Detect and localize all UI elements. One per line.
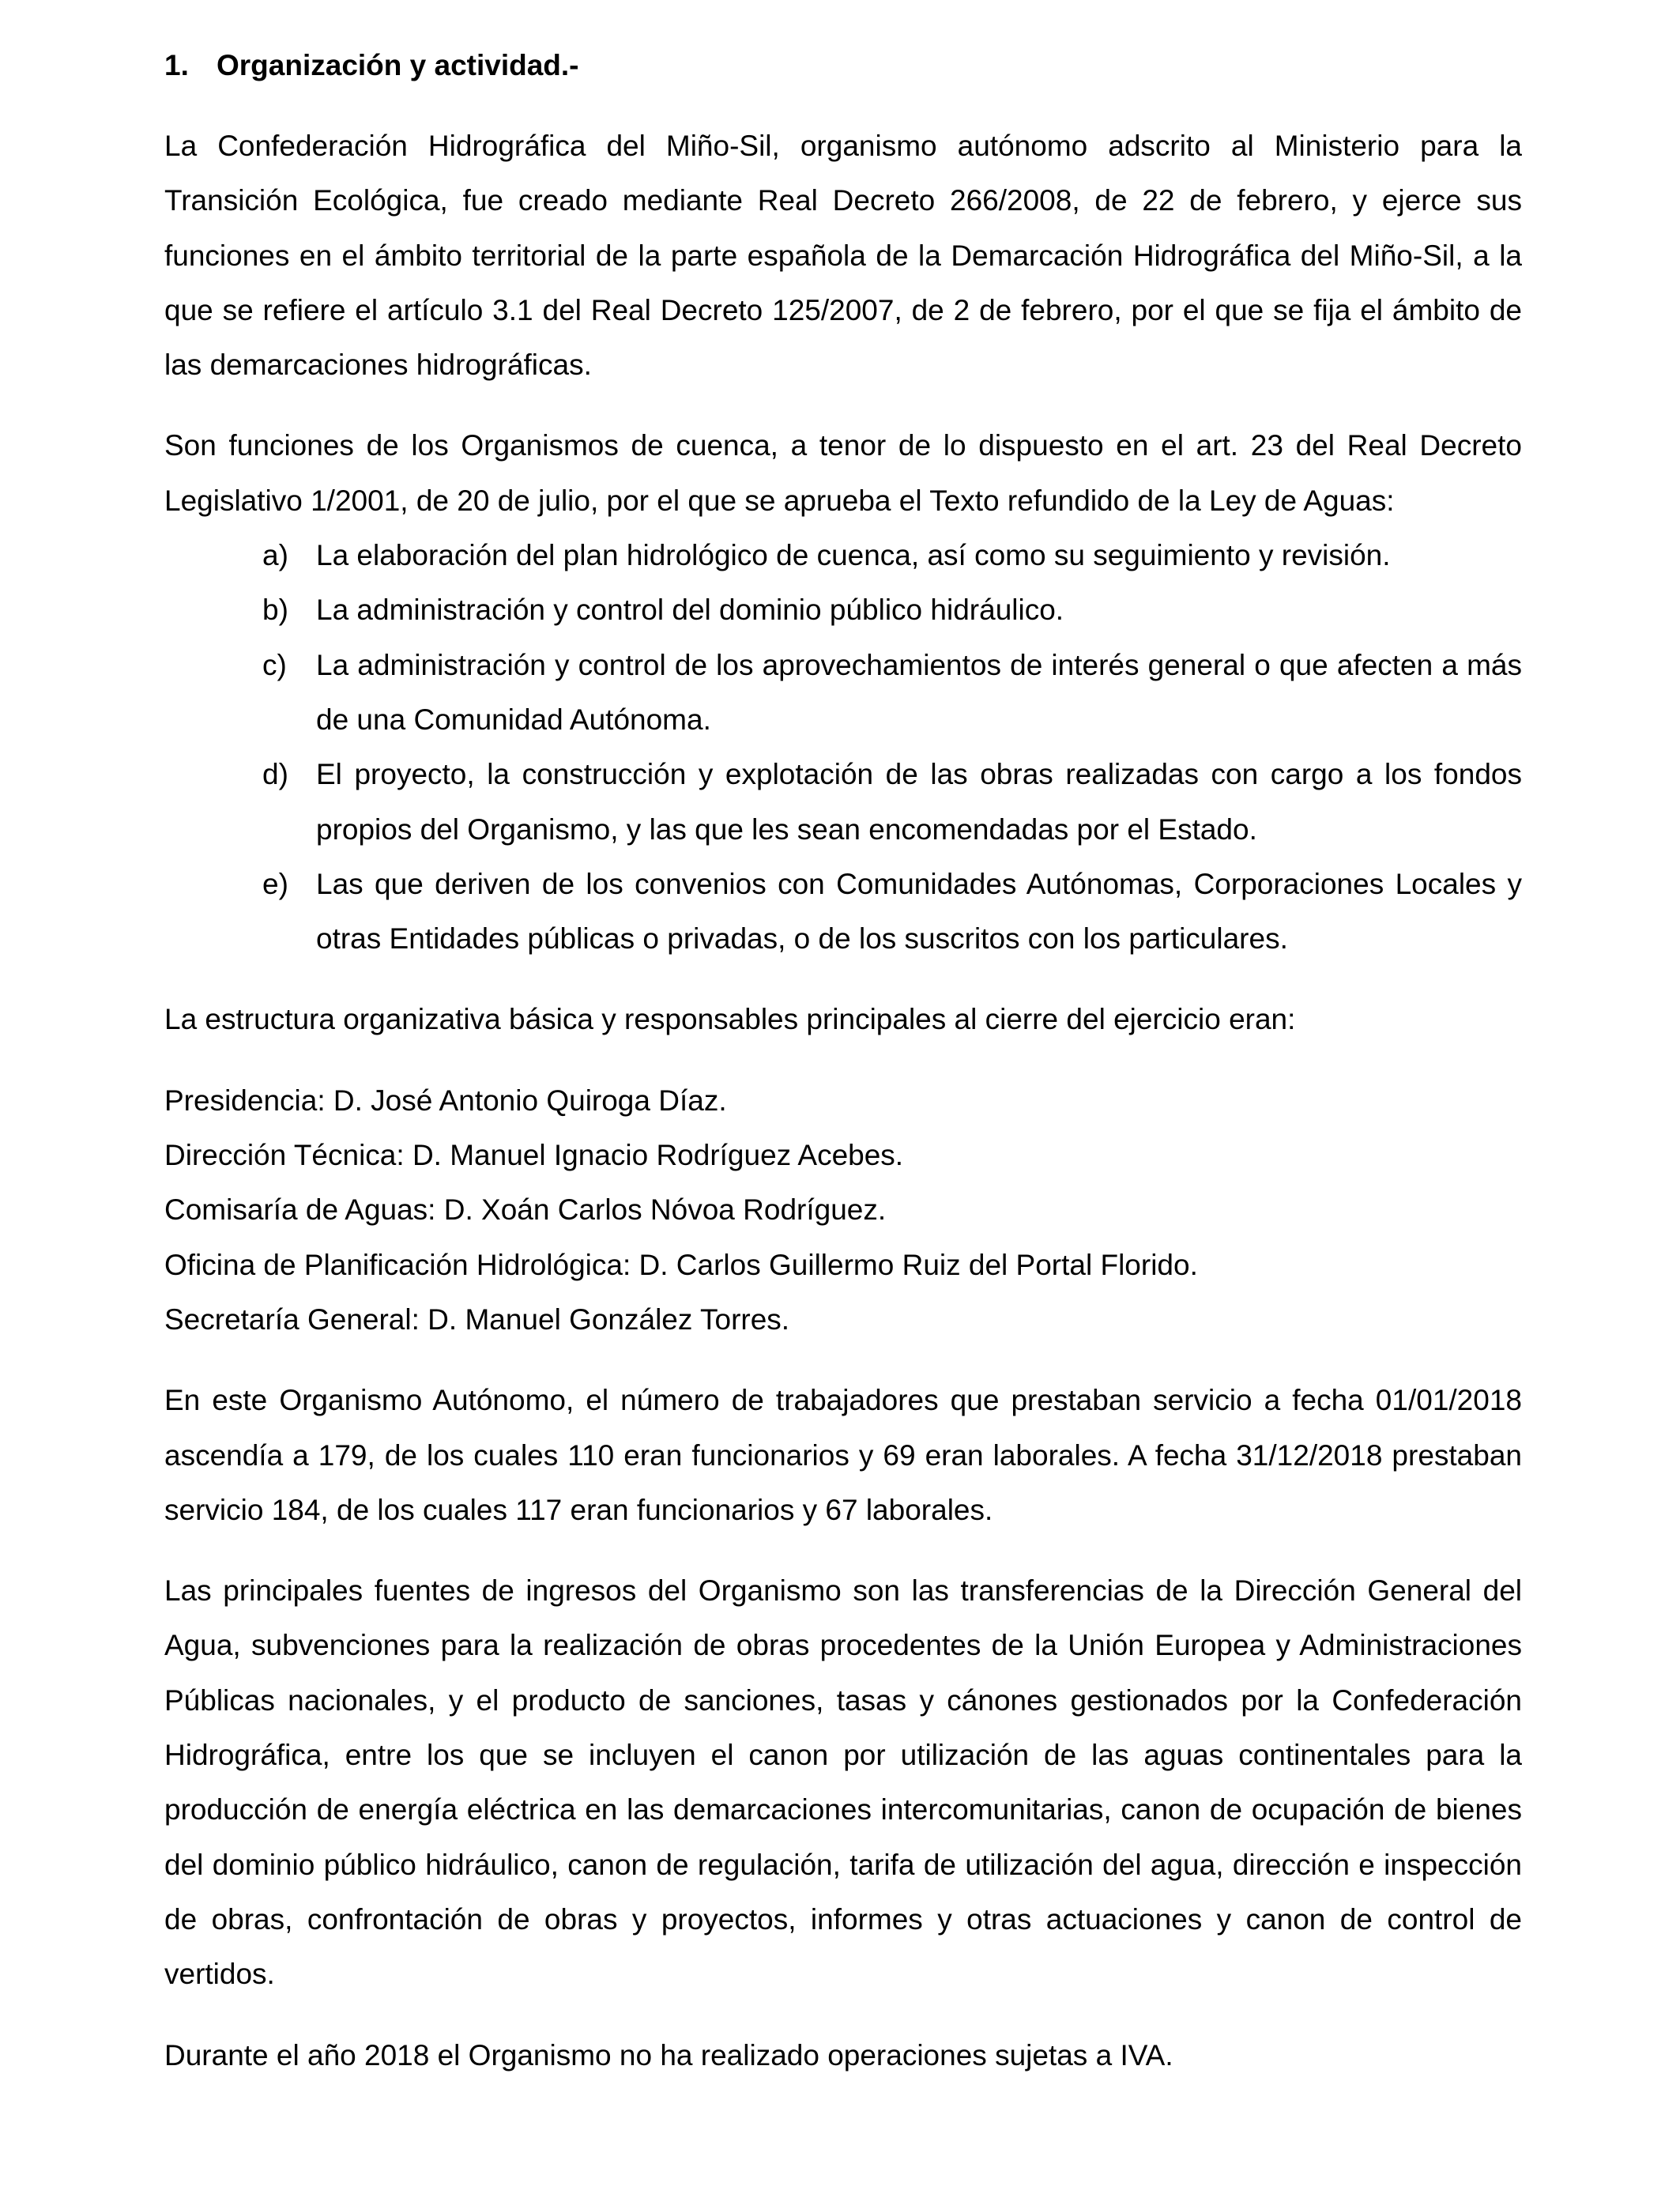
officials-list — [164, 1073, 1522, 1347]
list-item — [262, 857, 1522, 967]
list-item — [262, 528, 1522, 582]
list-item — [262, 582, 1522, 637]
paragraph-functions-intro: Son funciones de los Organismos de cuenca, a tenor de lo dispuesto en el art. 23 del Real Decreto Legislativo 1/2001, de 20 de julio, por el que se aprueba el Texto refundido de la Ley de Aguas: — [164, 429, 1522, 517]
official-secretaria-general: Secretaría General: D. Manuel González Torres. — [164, 1302, 790, 1336]
list-item — [262, 638, 1522, 748]
section-title: Organización y actividad.- — [217, 49, 579, 81]
section-number: 1. — [164, 49, 189, 81]
functions-list — [262, 528, 1522, 966]
list-item-text: La elaboración del plan hidrológico de cuenca, así como su seguimiento y revisión. — [316, 539, 1391, 572]
paragraph-iva: Durante el año 2018 el Organismo no ha realizado operaciones sujetas a IVA. — [164, 2038, 1173, 2071]
document-page — [164, 38, 1522, 2083]
list-item-text: La administración y control de los aprovechamientos de interés general o que afecten a más de una Comunidad Autónoma. — [316, 648, 1522, 736]
paragraph-structure-intro: La estructura organizativa básica y responsables principales al cierre del ejercicio eran: — [164, 1003, 1296, 1036]
official-oficina-planificacion: Oficina de Planificación Hidrológica: D. Carlos Guillermo Ruiz del Portal Florido. — [164, 1248, 1198, 1281]
list-item-text: Las que deriven de los convenios con Comunidades Autónomas, Corporaciones Locales y otras Entidades públicas o privadas, o de los suscritos con los particulares. — [316, 867, 1522, 956]
paragraph-income: Las principales fuentes de ingresos del Organismo son las transferencias de la Dirección General del Agua, subvenciones para la realización de obras procedentes de la Unión Europea y Administraciones Públicas nacionales, y el producto de sanciones, tasas y cánones gestionados por la Confederación Hidrográfica, entre los que se incluyen el canon por utilización de las aguas continentales para la producción de energía eléctrica en las demarcaciones intercomunitarias, canon de ocupación de bienes del dominio público hidráulico, canon de regulación, tarifa de utilización del agua, dirección e inspección de obras, confrontación de obras y proyectos, informes y otras actuaciones y canon de control de vertidos. — [164, 1574, 1522, 1991]
section-heading — [164, 38, 1522, 92]
list-item-text: El proyecto, la construcción y explotación de las obras realizadas con cargo a los fondos propios del Organismo, y las que les sean encomendadas por el Estado. — [316, 758, 1522, 846]
paragraph-staff: En este Organismo Autónomo, el número de trabajadores que prestaban servicio a fecha 01/01/2018 ascendía a 179, de los cuales 110 eran funcionarios y 69 eran laborales. A fecha 31/12/2018 prestaban servicio 184, de los cuales 117 eran funcionarios y 67 laborales. — [164, 1384, 1522, 1526]
list-marker: e) — [262, 867, 288, 900]
list-item-text: La administración y control del dominio público hidráulico. — [316, 594, 1064, 627]
list-marker: a) — [262, 539, 288, 572]
list-marker: d) — [262, 758, 288, 791]
list-item — [262, 747, 1522, 857]
paragraph-organization: La Confederación Hidrográfica del Miño-Sil, organismo autónomo adscrito al Ministerio para la Transición Ecológica, fue creado mediante Real Decreto 266/2008, de 22 de febrero, y ejerce sus funciones en el ámbito territorial de la parte española de la Demarcación Hidrográfica del Miño-Sil, a la que se refiere el artículo 3.1 del Real Decreto 125/2007, de 2 de febrero, por el que se fija el ámbito de las demarcaciones hidrográficas. — [164, 130, 1522, 382]
official-presidencia: Presidencia: D. José Antonio Quiroga Díaz. — [164, 1084, 727, 1117]
official-direccion-tecnica: Dirección Técnica: D. Manuel Ignacio Rodríguez Acebes. — [164, 1139, 904, 1172]
list-marker: b) — [262, 594, 288, 627]
official-comisaria-aguas: Comisaría de Aguas: D. Xoán Carlos Nóvoa Rodríguez. — [164, 1193, 887, 1227]
list-marker: c) — [262, 648, 287, 681]
